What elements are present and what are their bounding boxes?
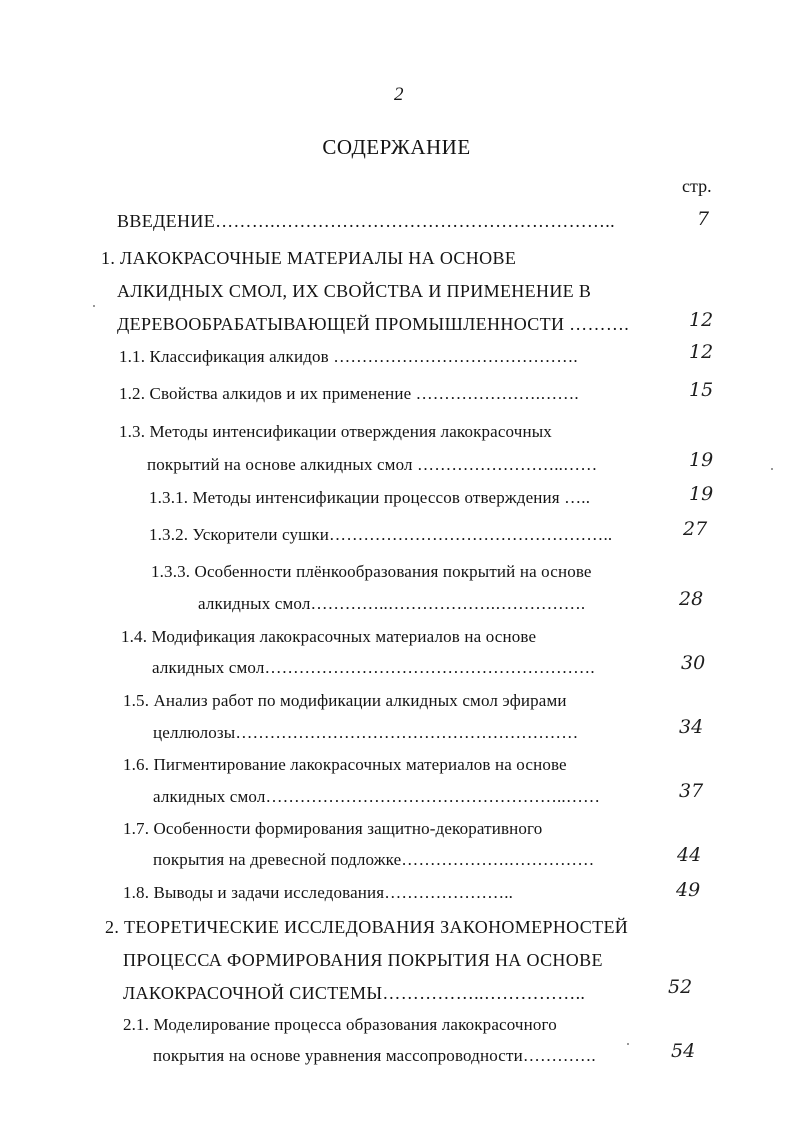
toc-entry-1-8: 1.8. Выводы и задачи исследования…………………..	[123, 883, 514, 902]
scan-speck	[627, 1043, 629, 1045]
toc-entry-2-1-line-1: 2.1. Моделирование процесса образования лакокрасочного	[123, 1015, 557, 1034]
toc-entry-1-7-line-1: 1.7. Особенности формирования защитно-декоративного	[123, 819, 543, 838]
toc-page-chapter-1: 12	[689, 309, 714, 331]
page-number: 2	[394, 84, 404, 105]
toc-page-2-1: 54	[671, 1040, 696, 1062]
toc-entry-1-5-line-2: целлюлозы……………………………………………………	[153, 723, 579, 742]
toc-entry-chapter-1-line-2: АЛКИДНЫХ СМОЛ, ИХ СВОЙСТВА И ПРИМЕНЕНИЕ В	[117, 281, 592, 301]
toc-entry-1-3-3-line-1: 1.3.3. Особенности плёнкообразования покрытий на основе	[151, 562, 592, 581]
page-title: СОДЕРЖАНИЕ	[322, 135, 471, 159]
toc-page-1-2: 15	[689, 379, 714, 401]
toc-page-1-3-3: 28	[679, 588, 704, 610]
toc-entry-1-3-1: 1.3.1. Методы интенсификации процессов отверждения …..	[149, 488, 591, 507]
toc-entry-1-3-line-1: 1.3. Методы интенсификации отверждения лакокрасочных	[119, 422, 552, 441]
toc-entry-introduction: ВВЕДЕНИЕ……….………………………………………………..	[117, 211, 615, 231]
toc-page-1-5: 34	[679, 716, 704, 738]
toc-entry-1-1: 1.1. Классификация алкидов …………………………………….	[119, 347, 578, 366]
page-column-header: стр.	[682, 176, 712, 196]
toc-entry-1-3-2: 1.3.2. Ускорители сушки…………………………………………..	[149, 525, 613, 544]
toc-entry-chapter-1-line-1: 1. ЛАКОКРАСОЧНЫЕ МАТЕРИАЛЫ НА ОСНОВЕ	[101, 248, 517, 268]
toc-entry-chapter-2-line-2: ПРОЦЕССА ФОРМИРОВАНИЯ ПОКРЫТИЯ НА ОСНОВЕ	[123, 950, 603, 970]
toc-entry-2-1-line-2: покрытия на основе уравнения массопроводности………….	[153, 1046, 596, 1065]
toc-entry-chapter-2-line-3: ЛАКОКРАСОЧНОЙ СИСТЕМЫ……………..……………..	[123, 983, 586, 1003]
toc-page-1-3-1: 19	[689, 483, 714, 505]
toc-page-1-8: 49	[676, 879, 701, 901]
toc-entry-1-3-3-line-2: алкидных смол…………..……………….…………….	[198, 594, 586, 613]
toc-page-chapter-2: 52	[668, 976, 693, 998]
toc-page-1-4: 30	[681, 652, 706, 674]
toc-entry-1-4-line-1: 1.4. Модификация лакокрасочных материалов на основе	[121, 627, 537, 646]
toc-page-introduction: 7	[697, 208, 710, 230]
scan-speck	[93, 305, 95, 307]
toc-page-1-3-2: 27	[683, 518, 708, 540]
toc-page-1-1: 12	[689, 341, 714, 363]
toc-page-1-3: 19	[689, 449, 714, 471]
toc-entry-1-4-line-2: алкидных смол………………………………………………….	[152, 658, 595, 677]
toc-entry-1-3-line-2: покрытий на основе алкидных смол ……………………..……	[147, 455, 598, 474]
scan-speck	[771, 468, 773, 470]
toc-entry-1-6-line-2: алкидных смол……………………………………………..……	[153, 787, 601, 806]
toc-page-1-7: 44	[677, 844, 702, 866]
toc-entry-chapter-1-line-3: ДЕРЕВООБРАБАТЫВАЮЩЕЙ ПРОМЫШЛЕННОСТИ ……….	[117, 314, 630, 334]
toc-entry-1-2: 1.2. Свойства алкидов и их применение ………………….…….	[119, 384, 579, 403]
toc-entry-1-6-line-1: 1.6. Пигментирование лакокрасочных материалов на основе	[123, 755, 567, 774]
toc-entry-chapter-2-line-1: 2. ТЕОРЕТИЧЕСКИЕ ИССЛЕДОВАНИЯ ЗАКОНОМЕРНОСТЕЙ	[105, 917, 629, 937]
toc-page-1-6: 37	[679, 780, 704, 802]
toc-entry-1-7-line-2: покрытия на древесной подложке……………….……………	[153, 850, 595, 869]
toc-entry-1-5-line-1: 1.5. Анализ работ по модификации алкидных смол эфирами	[123, 691, 567, 710]
